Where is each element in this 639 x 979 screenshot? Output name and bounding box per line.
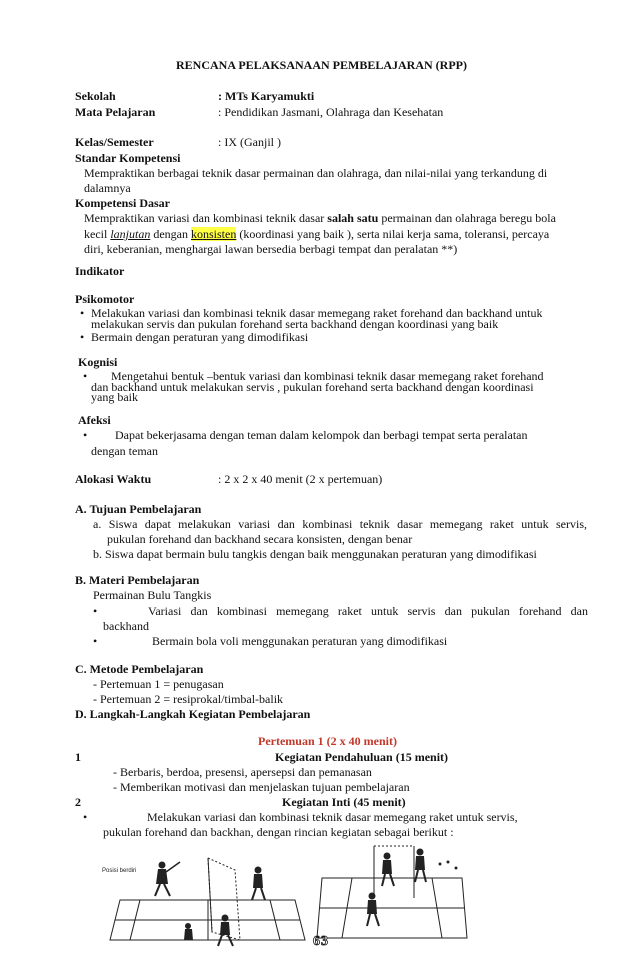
bullet-icon: • xyxy=(83,428,88,442)
psikomotor-item-1-line-2: melakukan servis dan pukulan forehand serta backhand dengan koordinasi yang baik xyxy=(91,317,499,331)
kognisi-item-line-2: dan backhand untuk melakukan servis , pukulan forehand serta backhand dengan koordinasi xyxy=(91,380,534,394)
figure-label: Posisi berdiri xyxy=(102,868,137,874)
kd-emphasis: salah satu xyxy=(327,211,379,225)
kd-line-2 xyxy=(84,227,549,241)
meeting-title: Pertemuan 1 (2 x 40 menit) xyxy=(258,734,397,748)
psikomotor-heading: Psikomotor xyxy=(75,292,135,306)
alokasi-value: : 2 x 2 x 40 menit (2 x pertemuan) xyxy=(218,472,383,486)
section-b-item-1-line-1: Variasi dan kombinasi memegang raket untuk servis dan pukulan forehand dan xyxy=(148,604,588,618)
section-c-heading: C. Metode Pembelajaran xyxy=(75,662,204,676)
kd-line-3: diri, keberanian, menghargai lawan bersedia berbagi tempat dan peralatan **) xyxy=(84,242,458,256)
step-number-1: 1 xyxy=(75,750,81,764)
class-value: : IX (Ganjil ) xyxy=(218,135,281,149)
page-number: 63 xyxy=(313,934,329,949)
section-c-item-2: - Pertemuan 2 = resiprokal/timbal-balik xyxy=(93,692,284,706)
kd-heading: Kompetensi Dasar xyxy=(75,196,170,210)
intro-title: Kegiatan Pendahuluan (15 menit) xyxy=(275,750,449,764)
kognisi-item-line-1: Mengetahui bentuk –bentuk variasi dan kombinasi teknik dasar memegang raket forehand xyxy=(111,369,544,383)
bullet-icon: • xyxy=(80,306,85,320)
school-value: : MTs Karyamukti xyxy=(218,89,315,103)
kognisi-heading: Kognisi xyxy=(78,355,118,369)
bullet-icon: • xyxy=(93,604,98,618)
intro-item-1: - Berbaris, berdoa, presensi, apersepsi dan pemanasan xyxy=(113,765,372,779)
section-a-item-a-line-1: a. Siswa dapat melakukan variasi dan kombinasi teknik dasar memegang raket untuk servis, xyxy=(93,517,587,531)
subject-label: Mata Pelajaran xyxy=(75,105,156,119)
bullet-icon: • xyxy=(80,330,85,344)
core-title: Kegiatan Inti (45 menit) xyxy=(282,795,406,809)
bullet-icon: • xyxy=(93,634,98,648)
kd-text: permainan dan olahraga beregu bola xyxy=(378,211,556,225)
kognisi-item-line-3: yang baik xyxy=(91,390,138,404)
afeksi-item-line-2: dengan teman xyxy=(91,444,158,458)
kd-italic-term: lanjutan xyxy=(110,227,151,241)
section-b-heading: B. Materi Pembelajaran xyxy=(75,573,200,587)
subject-value: : Pendidikan Jasmani, Olahraga dan Kesehatan xyxy=(218,105,444,119)
school-label: Sekolah xyxy=(75,89,116,103)
kd-text: dengan xyxy=(150,227,191,241)
section-a-heading: A. Tujuan Pembelajaran xyxy=(75,502,202,516)
section-b-subtitle: Permainan Bulu Tangkis xyxy=(93,588,212,602)
psikomotor-item-2: Bermain dengan peraturan yang dimodifikasi xyxy=(91,330,309,344)
psikomotor-item-1-line-1: Melakukan variasi dan kombinasi teknik dasar memegang raket forehand dan backhand untuk xyxy=(91,306,543,320)
core-item-line-2: pukulan forehand dan backhan, dengan rincian kegiatan sebagai berikut : xyxy=(103,825,454,839)
kd-line-1 xyxy=(84,211,556,225)
sk-heading: Standar Kompetensi xyxy=(75,151,181,165)
sk-line-1: Mempraktikan berbagai teknik dasar permainan dan olahraga, dan nilai-nilai yang terkandung di xyxy=(84,166,548,180)
badminton-court-illustration-left xyxy=(100,840,315,952)
afeksi-heading: Afeksi xyxy=(78,413,111,427)
section-d-heading: D. Langkah-Langkah Kegiatan Pembelajaran xyxy=(75,707,311,721)
intro-item-2: - Memberikan motivasi dan menjelaskan tujuan pembelajaran xyxy=(113,780,410,794)
afeksi-item-line-1: Dapat bekerjasama dengan teman dalam kelompok dan berbagi tempat serta peralatan xyxy=(115,428,528,442)
alokasi-label: Alokasi Waktu xyxy=(75,472,152,486)
kd-highlight-term: konsisten xyxy=(191,227,237,241)
class-label: Kelas/Semester xyxy=(75,135,154,149)
step-number-2: 2 xyxy=(75,795,81,809)
kd-text: (koordinasi yang baik ), serta nilai kerja sama, toleransi, percaya xyxy=(236,227,550,241)
core-item-line-1: Melakukan variasi dan kombinasi teknik dasar memegang raket untuk servis, xyxy=(147,810,518,824)
section-b-item-1-line-2: backhand xyxy=(103,619,149,633)
section-b-item-2: Bermain bola voli menggunakan peraturan yang dimodifikasi xyxy=(152,634,448,648)
kd-text: Mempraktikan variasi dan kombinasi teknik dasar xyxy=(84,211,328,225)
sk-line-2: dalamnya xyxy=(84,181,131,195)
bullet-icon: • xyxy=(83,369,88,383)
section-a-item-b: b. Siswa dapat bermain bulu tangkis dengan baik menggunakan peraturan yang dimodifikasi xyxy=(93,547,537,561)
kd-text: kecil xyxy=(84,227,111,241)
bullet-icon: • xyxy=(83,810,88,824)
page-title: RENCANA PELAKSANAAN PEMBELAJARAN (RPP) xyxy=(176,58,467,72)
section-a-item-a-line-2: pukulan forehand dan backhand secara konsisten, dengan benar xyxy=(107,532,413,546)
badminton-court-illustration-right xyxy=(312,838,472,950)
indikator-heading: Indikator xyxy=(75,264,125,278)
section-c-item-1: - Pertemuan 1 = penugasan xyxy=(93,677,224,691)
